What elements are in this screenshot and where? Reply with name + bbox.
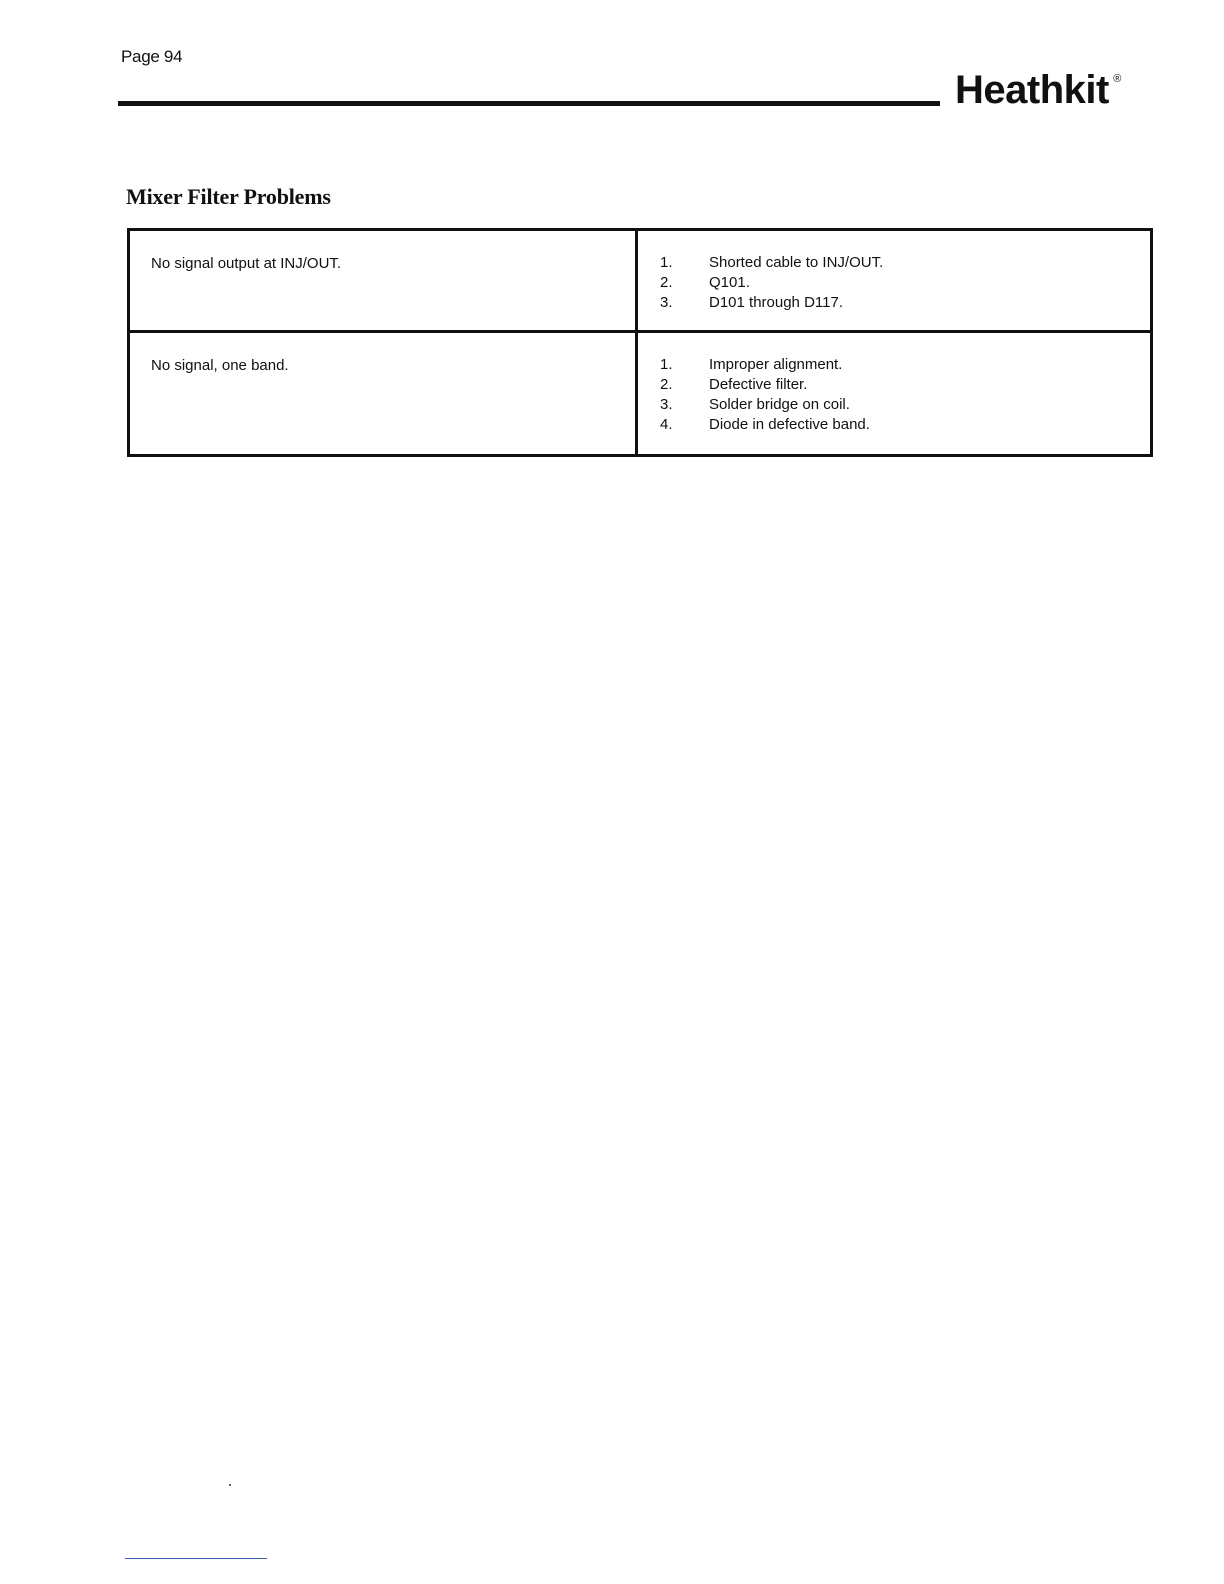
troubleshooting-table	[127, 228, 1153, 457]
cause-number: 4.	[660, 416, 673, 433]
cause-text: Improper alignment.	[709, 356, 843, 373]
symptom-cell	[129, 230, 637, 332]
cause-number: 3.	[660, 396, 673, 413]
header-rule	[118, 101, 940, 106]
cause-text: Q101.	[709, 274, 750, 291]
cause-text: Shorted cable to INJ/OUT.	[709, 254, 884, 271]
cause-text: Defective filter.	[709, 376, 808, 393]
cause-item	[660, 395, 1150, 415]
cause-list	[660, 253, 1150, 313]
cause-number: 3.	[660, 294, 673, 311]
table-row	[129, 230, 1152, 332]
brand-name: Heathkit	[955, 68, 1109, 112]
cause-number: 2.	[660, 376, 673, 393]
cause-item	[660, 415, 1150, 435]
section-title: Mixer Filter Problems	[126, 184, 331, 209]
cause-number: 1.	[660, 356, 673, 373]
cause-item	[660, 273, 1150, 293]
page-number: Page 94	[121, 47, 183, 66]
causes-cell	[637, 230, 1152, 332]
cause-item	[660, 293, 1150, 313]
cause-item	[660, 375, 1150, 395]
brand-logo	[955, 68, 1121, 112]
cause-text: Solder bridge on coil.	[709, 396, 850, 413]
cause-list	[660, 355, 1150, 435]
footer-line	[125, 1558, 267, 1559]
cause-number: 2.	[660, 274, 673, 291]
cause-item	[660, 355, 1150, 375]
cause-number: 1.	[660, 254, 673, 271]
cause-item	[660, 253, 1150, 273]
symptom-text: No signal, one band.	[151, 357, 289, 374]
scan-speck	[229, 1484, 231, 1486]
table-row	[129, 332, 1152, 456]
registered-mark: ®	[1113, 73, 1121, 85]
causes-cell	[637, 332, 1152, 456]
cause-text: Diode in defective band.	[709, 416, 870, 433]
symptom-cell	[129, 332, 637, 456]
cause-text: D101 through D117.	[709, 294, 843, 311]
symptom-text: No signal output at INJ/OUT.	[151, 255, 342, 272]
